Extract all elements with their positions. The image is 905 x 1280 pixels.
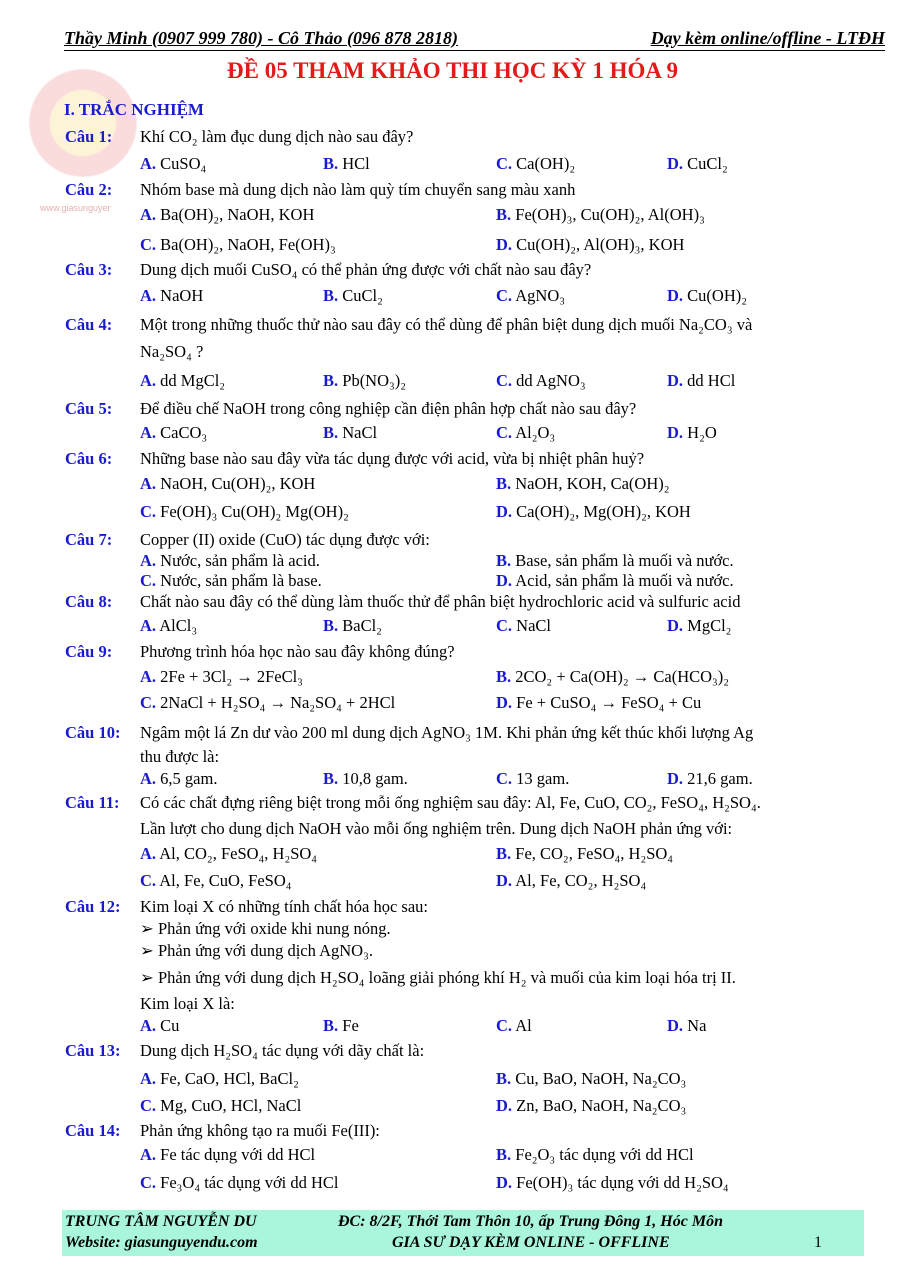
question-text: Na₂SO₄ ? [140, 342, 204, 361]
question-text: Khí CO₂ làm đục dung dịch nào sau đây? [140, 127, 414, 146]
question-label: Câu 3: [65, 260, 113, 279]
option-text: Acid, sản phẩm là muối và nước. [515, 571, 734, 590]
question-label: Câu 8: [65, 592, 113, 611]
answer-option[interactable] [496, 502, 691, 522]
option-letter: A. [140, 769, 157, 788]
question-text: Chất nào sau đây có thể dùng làm thuốc thử để phân biệt hydrochloric acid và sulfuric acid [140, 592, 741, 611]
option-text: 2CO₂ + Ca(OH)₂ → Ca(HCO₃)₂ [515, 667, 730, 686]
option-letter: C. [140, 693, 157, 712]
option-letter: A. [140, 616, 157, 635]
option-letter: C. [140, 502, 157, 521]
option-letter: D. [496, 1096, 513, 1115]
answer-option[interactable] [496, 551, 734, 571]
question-text: Kim loại X có những tính chất hóa học sau: [140, 897, 429, 916]
option-letter: D. [496, 502, 513, 521]
option-letter: D. [667, 769, 684, 788]
question-label: Câu 5: [65, 399, 113, 418]
answer-option[interactable] [323, 616, 382, 636]
footer-center-name: TRUNG TÂM NGUYỄN DU [65, 1213, 257, 1230]
option-letter: C. [496, 371, 513, 390]
answer-option[interactable] [667, 616, 731, 636]
option-text: Fe₂O₃ tác dụng với dd HCl [515, 1145, 694, 1164]
option-text: NaCl [516, 616, 552, 635]
answer-option[interactable] [496, 616, 551, 636]
page-title: ĐỀ 05 THAM KHẢO THI HỌC KỲ 1 HÓA 9 [227, 58, 678, 83]
answer-option[interactable] [140, 871, 292, 891]
option-letter: A. [140, 154, 157, 173]
answer-option[interactable] [496, 474, 670, 494]
option-text: Ba(OH)₂, NaOH, KOH [160, 205, 315, 224]
option-text: Ca(OH)₂ [516, 154, 576, 173]
option-text: NaOH [160, 286, 204, 305]
question-text: Kim loại X là: [140, 994, 235, 1013]
answer-option[interactable] [140, 693, 395, 713]
option-letter: B. [496, 667, 512, 686]
option-text: Pb(NO₃)₂ [342, 371, 407, 390]
answer-option[interactable] [140, 1069, 299, 1089]
option-letter: A. [140, 371, 157, 390]
question-label: Câu 4: [65, 315, 113, 334]
option-text: Fe₃O₄ tác dụng với dd HCl [160, 1173, 339, 1192]
watermark: www.giasunguyer [40, 203, 111, 213]
footer-slogan: GIA SƯ DẠY KÈM ONLINE - OFFLINE [392, 1234, 670, 1251]
option-letter: D. [496, 571, 513, 590]
option-text: H₂O [687, 423, 717, 442]
option-text: Nước, sản phẩm là base. [160, 571, 322, 590]
answer-option[interactable] [323, 286, 383, 306]
answer-option[interactable] [140, 371, 225, 391]
question-text: Lần lượt cho dung dịch NaOH vào mỗi ống nghiệm trên. Dung dịch NaOH phản ứng với: [140, 819, 733, 838]
option-text: Fe tác dụng với dd HCl [160, 1145, 316, 1164]
answer-option[interactable] [496, 844, 673, 864]
answer-option[interactable] [496, 286, 565, 306]
option-letter: D. [667, 423, 684, 442]
question-text: Có các chất đựng riêng biệt trong mỗi ống nghiệm sau đây: Al, Fe, CuO, CO₂, FeSO₄, H₂SO₄. [140, 793, 761, 812]
option-text: dd AgNO₃ [516, 371, 586, 390]
page-footer [62, 1210, 864, 1256]
question-text: thu được là: [140, 747, 220, 766]
option-text: Fe(OH)₃, Cu(OH)₂, Al(OH)₃ [515, 205, 705, 224]
option-text: BaCl₂ [342, 616, 382, 635]
section-heading: I. TRẮC NGHIỆM [64, 100, 204, 119]
option-text: 13 gam. [516, 769, 570, 788]
option-letter: D. [667, 286, 684, 305]
answer-option[interactable] [140, 667, 303, 687]
option-letter: C. [140, 235, 157, 254]
option-letter: C. [496, 769, 513, 788]
question-text: Dung dịch H₂SO₄ tác dụng với dãy chất là: [140, 1041, 425, 1060]
answer-option[interactable] [140, 844, 317, 864]
option-letter: D. [667, 371, 684, 390]
option-text: 2NaCl + H₂SO₄ → Na₂SO₄ + 2HCl [160, 693, 396, 712]
answer-option[interactable] [140, 1096, 301, 1116]
option-text: Ba(OH)₂, NaOH, Fe(OH)₃ [160, 235, 336, 254]
option-text: AlCl₃ [159, 616, 198, 635]
option-letter: C. [496, 154, 513, 173]
question-text: ➢ Phản ứng với oxide khi nung nóng. [140, 919, 391, 938]
answer-option[interactable] [496, 154, 575, 174]
answer-option[interactable] [496, 769, 569, 789]
option-letter: C. [140, 1173, 157, 1192]
answer-option[interactable] [140, 286, 203, 306]
option-text: dd MgCl₂ [160, 371, 226, 390]
answer-option[interactable] [496, 1145, 694, 1165]
option-letter: A. [140, 423, 157, 442]
option-text: Mg, CuO, HCl, NaCl [160, 1096, 302, 1115]
option-letter: B. [496, 474, 512, 493]
option-text: dd HCl [687, 371, 736, 390]
question-text: Một trong những thuốc thử nào sau đây có thể dùng để phân biệt dung dịch muối Na₂CO₃ và [140, 315, 753, 334]
footer-website[interactable]: Website: giasunguyendu.com [65, 1234, 258, 1251]
option-text: Fe(OH)₃ Cu(OH)₂ Mg(OH)₂ [160, 502, 349, 521]
option-text: NaOH, Cu(OH)₂, KOH [160, 474, 316, 493]
answer-option[interactable] [496, 1173, 729, 1193]
question-text: Phản ứng không tạo ra muối Fe(III): [140, 1121, 380, 1140]
option-letter: A. [140, 474, 157, 493]
answer-option[interactable] [323, 371, 406, 391]
option-letter: B. [323, 423, 339, 442]
option-text: Al, Fe, CO₂, H₂SO₄ [515, 871, 647, 890]
option-letter: C. [496, 423, 513, 442]
answer-option[interactable] [496, 371, 586, 391]
answer-option[interactable] [140, 551, 320, 571]
answer-option[interactable] [140, 1016, 179, 1036]
option-text: AgNO₃ [515, 286, 566, 305]
answer-option[interactable] [496, 693, 701, 713]
question-label: Câu 7: [65, 530, 113, 549]
option-letter: B. [323, 616, 339, 635]
option-letter: D. [496, 871, 513, 890]
header-tagline: Dạy kèm online/offline - LTĐH [650, 28, 885, 48]
option-letter: A. [140, 1069, 157, 1088]
option-letter: A. [140, 205, 157, 224]
option-letter: D. [496, 235, 513, 254]
option-text: Cu, BaO, NaOH, Na₂CO₃ [515, 1069, 687, 1088]
footer-address: ĐC: 8/2F, Thới Tam Thôn 10, ấp Trung Đông 1, Hóc Môn [338, 1213, 723, 1230]
answer-option[interactable] [496, 1016, 532, 1036]
option-text: Fe [342, 1016, 359, 1035]
option-letter: B. [323, 1016, 339, 1035]
option-text: Al, CO₂, FeSO₄, H₂SO₄ [159, 844, 318, 863]
option-letter: B. [496, 1145, 512, 1164]
answer-option[interactable] [140, 769, 217, 789]
option-letter: B. [323, 286, 339, 305]
option-letter: B. [323, 371, 339, 390]
option-letter: A. [140, 1016, 157, 1035]
option-letter: A. [140, 1145, 157, 1164]
answer-option[interactable] [323, 769, 408, 789]
question-text: Ngâm một lá Zn dư vào 200 ml dung dịch AgNO₃ 1M. Khi phản ứng kết thúc khối lượng Ag [140, 723, 754, 742]
question-text: Để điều chế NaOH trong công nghiệp cần điện phân hợp chất nào sau đây? [140, 399, 637, 418]
answer-option[interactable] [496, 667, 729, 687]
option-text: CuCl₂ [342, 286, 383, 305]
answer-option[interactable] [323, 1016, 359, 1036]
option-letter: C. [496, 286, 513, 305]
question-label: Câu 6: [65, 449, 113, 468]
answer-option[interactable] [496, 235, 684, 255]
answer-option[interactable] [667, 286, 747, 306]
answer-option[interactable] [323, 154, 370, 174]
option-text: Na [687, 1016, 707, 1035]
option-letter: B. [323, 769, 339, 788]
question-text: Copper (II) oxide (CuO) tác dụng được với: [140, 530, 430, 549]
answer-option[interactable] [496, 423, 555, 443]
answer-option[interactable] [140, 571, 322, 591]
header-contact: Thầy Minh (0907 999 780) - Cô Thảo (096 878 2818) [64, 28, 459, 48]
option-text: 21,6 gam. [687, 769, 753, 788]
option-text: NaOH, KOH, Ca(OH)₂ [515, 474, 670, 493]
question-label: Câu 1: [65, 127, 113, 146]
option-letter: C. [140, 571, 157, 590]
page-number: 1 [814, 1234, 822, 1251]
answer-option[interactable] [667, 371, 735, 391]
answer-option[interactable] [496, 871, 646, 891]
answer-option[interactable] [140, 616, 197, 636]
option-letter: D. [667, 616, 684, 635]
option-letter: B. [496, 551, 512, 570]
option-text: Base, sản phẩm là muối và nước. [515, 551, 734, 570]
option-text: 6,5 gam. [160, 769, 218, 788]
answer-option[interactable] [496, 205, 705, 225]
option-text: Al, Fe, CuO, FeSO₄ [159, 871, 292, 890]
option-letter: B. [496, 205, 512, 224]
answer-option[interactable] [323, 423, 377, 443]
option-letter: D. [496, 693, 513, 712]
question-text: Nhóm base mà dung dịch nào làm quỳ tím chuyển sang màu xanh [140, 180, 576, 199]
option-text: Fe + CuSO₄ → FeSO₄ + Cu [516, 693, 702, 712]
option-text: Ca(OH)₂, Mg(OH)₂, KOH [516, 502, 691, 521]
option-text: CuCl₂ [687, 154, 728, 173]
answer-option[interactable] [667, 154, 728, 174]
option-text: 10,8 gam. [342, 769, 408, 788]
answer-option[interactable] [496, 1069, 686, 1089]
question-text: Những base nào sau đây vừa tác dụng được với acid, vừa bị nhiệt phân huỷ? [140, 449, 645, 468]
answer-option[interactable] [140, 1173, 339, 1193]
option-text: Al [515, 1016, 532, 1035]
option-text: CaCO₃ [160, 423, 208, 442]
option-letter: D. [496, 1173, 513, 1192]
option-text: 2Fe + 3Cl₂ → 2FeCl₃ [160, 667, 303, 686]
answer-option[interactable] [140, 205, 314, 225]
answer-option[interactable] [496, 1096, 686, 1116]
answer-option[interactable] [496, 571, 734, 591]
answer-option[interactable] [667, 769, 753, 789]
option-text: NaCl [342, 423, 378, 442]
answer-option[interactable] [140, 502, 349, 522]
question-label: Câu 12: [65, 897, 121, 916]
question-label: Câu 10: [65, 723, 121, 742]
answer-option[interactable] [140, 154, 206, 174]
option-text: MgCl₂ [687, 616, 732, 635]
option-text: Fe(OH)₃ tác dụng với dd H₂SO₄ [516, 1173, 729, 1192]
option-letter: C. [140, 871, 157, 890]
option-letter: B. [323, 154, 339, 173]
question-label: Câu 14: [65, 1121, 121, 1140]
option-text: Cu(OH)₂ [687, 286, 748, 305]
question-text: Phương trình hóa học nào sau đây không đúng? [140, 642, 455, 661]
option-letter: D. [667, 1016, 684, 1035]
page-header [64, 26, 885, 51]
option-letter: A. [140, 844, 157, 863]
option-letter: A. [140, 667, 157, 686]
option-letter: A. [140, 286, 157, 305]
question-label: Câu 11: [65, 793, 120, 812]
option-text: Cu(OH)₂, Al(OH)₃, KOH [516, 235, 685, 254]
question-label: Câu 13: [65, 1041, 121, 1060]
question-text: ➢ Phản ứng với dung dịch AgNO₃. [140, 941, 373, 960]
option-letter: B. [496, 1069, 512, 1088]
answer-option[interactable] [667, 423, 717, 443]
answer-option[interactable] [667, 1016, 706, 1036]
option-text: Fe, CaO, HCl, BaCl₂ [160, 1069, 299, 1088]
option-text: HCl [342, 154, 370, 173]
option-text: Al₂O₃ [515, 423, 556, 442]
option-text: Zn, BaO, NaOH, Na₂CO₃ [516, 1096, 687, 1115]
option-letter: A. [140, 551, 157, 570]
answer-option[interactable] [140, 474, 315, 494]
option-letter: C. [496, 1016, 513, 1035]
option-text: Nước, sản phẩm là acid. [160, 551, 320, 570]
answer-option[interactable] [140, 235, 336, 255]
question-label: Câu 2: [65, 180, 113, 199]
option-letter: C. [140, 1096, 157, 1115]
option-text: Fe, CO₂, FeSO₄, H₂SO₄ [515, 844, 674, 863]
question-text: Dung dịch muối CuSO₄ có thể phản ứng được với chất nào sau đây? [140, 260, 592, 279]
option-letter: B. [496, 844, 512, 863]
answer-option[interactable] [140, 423, 207, 443]
question-text: ➢ Phản ứng với dung dịch H₂SO₄ loãng giải phóng khí H₂ và muối của kim loại hóa trị II. [140, 968, 736, 987]
question-label: Câu 9: [65, 642, 113, 661]
option-letter: D. [667, 154, 684, 173]
option-text: CuSO₄ [160, 154, 207, 173]
answer-option[interactable] [140, 1145, 315, 1165]
option-letter: C. [496, 616, 513, 635]
option-text: Cu [160, 1016, 180, 1035]
